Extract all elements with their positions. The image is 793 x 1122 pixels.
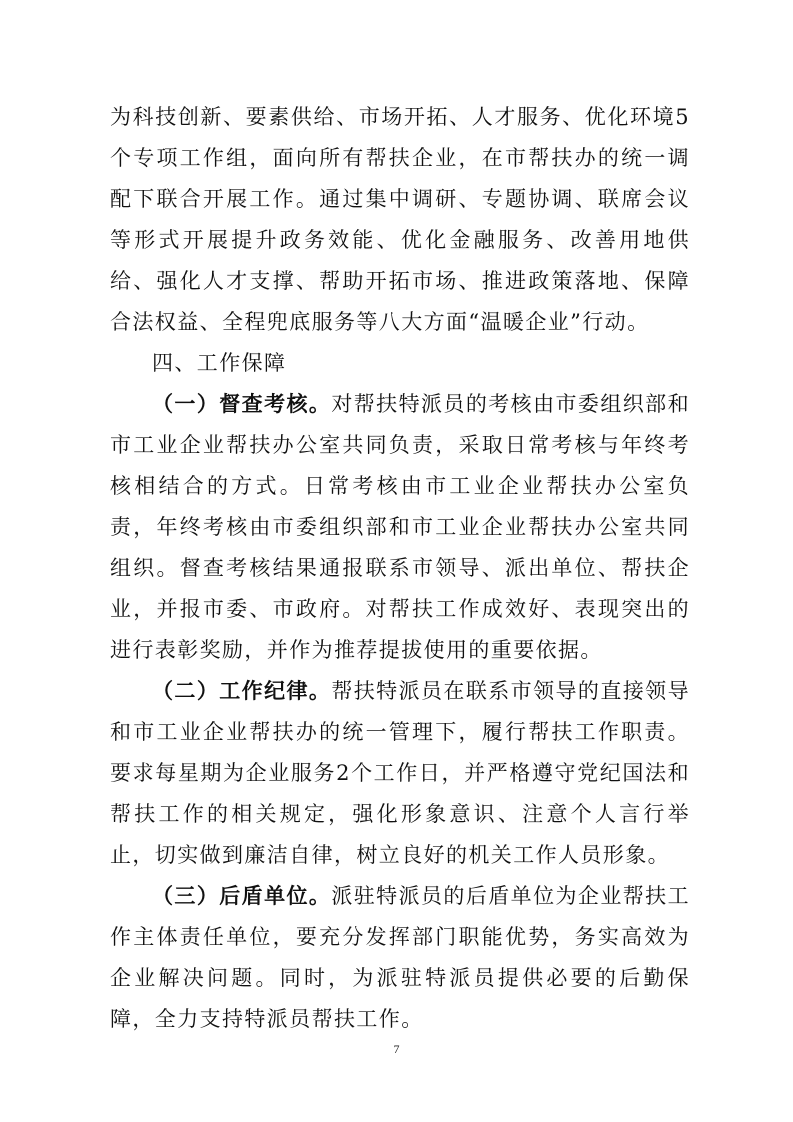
paragraph-text: 帮扶特派员在联系市领导的直接领导和市工业企业帮扶办的统一管理下，履行帮扶工作职责。要求每星期为企业服务2个工作日，并严格遵守党纪国法和帮扶工作的相关规定，强化形象意识、注意个人言行举止，切实做到廉洁自律，树立良好的机关工作人员形象。: [110, 679, 690, 867]
intro-paragraph: 为科技创新、要素供给、市场开拓、人才服务、优化环境5个专项工作组，面向所有帮扶企业，在市帮扶办的统一调配下联合开展工作。通过集中调研、专题协调、联席会议等形式开展提升政务效能、优化金融服务、改善用地供给、强化人才支撑、帮助开拓市场、推进政策落地、保障合法权益、全程兜底服务等八大方面“温暖企业”行动。: [110, 105, 690, 334]
paragraph-text: 派驻特派员的后盾单位为企业帮扶工作主体责任单位，要充分发挥部门职能优势，务实高效为企业解决问题。同时，为派驻特派员提供必要的后勤保障，全力支持特派员帮扶工作。: [110, 884, 690, 1031]
paragraph-text: 对帮扶特派员的考核由市委组织部和市工业企业帮扶办公室共同负责，采取日常考核与年终考核相结合的方式。日常考核由市工业企业帮扶办公室负责，年终考核由市委组织部和市工业企业帮扶办公室共同组织。督查考核结果通报联系市领导、派出单位、帮扶企业，并报市委、市政府。对帮扶工作成效好、表现突出的进行表彰奖励，并作为推荐提拔使用的重要依据。: [110, 392, 690, 662]
paragraph-lead: （二）工作纪律。: [152, 679, 332, 703]
page-number: 7: [393, 1042, 400, 1056]
document-body: [110, 97, 690, 1040]
paragraph-lead: （一）督查考核。: [152, 392, 332, 416]
paragraph-discipline: [110, 671, 690, 876]
paragraph-lead: （三）后盾单位。: [152, 884, 332, 908]
paragraph-backup-unit: [110, 876, 690, 1040]
paragraph-supervision: [110, 384, 690, 671]
section-heading: 四、工作保障: [152, 351, 287, 375]
